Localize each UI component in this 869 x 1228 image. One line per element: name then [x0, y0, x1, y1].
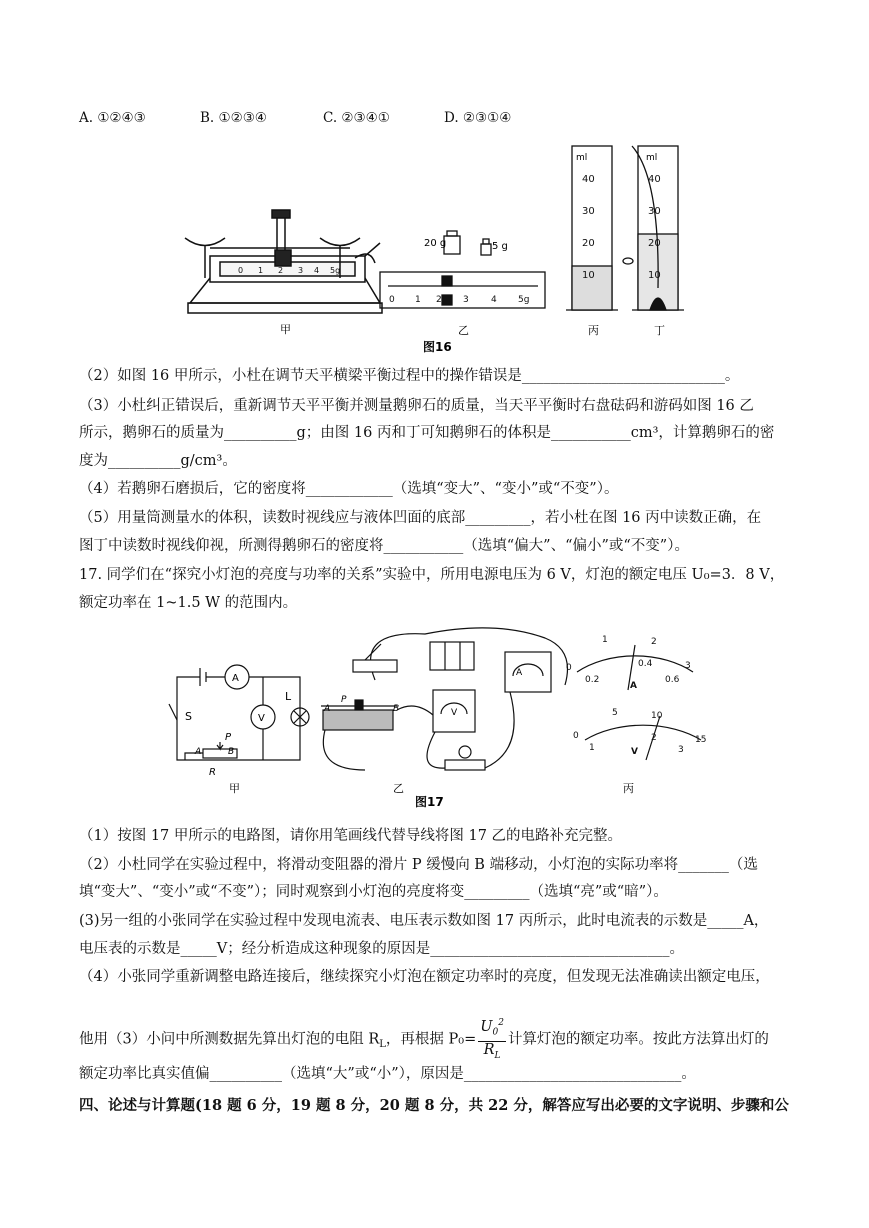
cylinders-illustration — [566, 146, 684, 310]
scale-tick: 2 — [278, 266, 284, 275]
cyl-tick: 40 — [648, 174, 661, 185]
q17-part1: （1）按图 17 甲所示的电路图，请你用笔画线代替导线将图 17 乙的电路补充完整。 — [79, 828, 623, 844]
cyl-tick: 20 — [582, 238, 595, 249]
voltmeter-tick: 0 — [573, 731, 579, 741]
q16-part3-line3: 度为__________g/cm³。 — [79, 453, 237, 469]
rheostat-end-a: A — [324, 704, 331, 714]
rheostat-b-label: B — [228, 747, 235, 757]
ruler-tick: 4 — [491, 295, 497, 305]
q17-part2-line1: （2）小杜同学在实验过程中，将滑动变阻器的滑片 P 缓慢向 B 端移动，小灯泡的实际功率将_______（选 — [79, 857, 758, 873]
figure-17 — [165, 620, 725, 810]
ammeter-symbol: A — [232, 673, 239, 684]
rheostat-end-b: B — [393, 704, 400, 714]
cyl-tick: 30 — [582, 206, 595, 217]
ammeter-tick: 0 — [566, 663, 572, 673]
q16-part3-line1: （3）小杜纠正错误后，重新调节天平平衡并测量鹅卵石的质量，当天平平衡时右盘砝码和游码如图 16 乙 — [79, 398, 754, 414]
meter-v-symbol: V — [451, 708, 458, 718]
switch-label: S — [185, 710, 192, 723]
q17-part3-line2: 电压表的示数是_____V；经分析造成这种现象的原因是_________________________________。 — [79, 941, 684, 957]
fig17-label-bing: 丙 — [623, 782, 634, 795]
ammeter-tick: 0.4 — [638, 659, 653, 669]
weight-20g: 20 g — [424, 238, 447, 249]
scale-tick: 3 — [298, 266, 304, 275]
q17-part4-text-mid: ，再根据 P₀= — [385, 1031, 477, 1048]
q17-part4-line1: （4）小张同学重新调整电路连接后，继续探究小灯泡在额定功率时的亮度，但发现无法准确读出额定电压， — [79, 969, 770, 985]
q17-part4-line2: 他用（3）小问中所测数据先算出灯泡的电阻 $R_L$，再根据 P₀= $\frac{U_0^2}{R_L}$ 计算灯泡的额定功率。按此方法算出灯的 — [79, 1015, 769, 1064]
ruler-tick: 3 — [463, 295, 469, 305]
cyl-tick: 20 — [648, 238, 661, 249]
q16-part2: （2）如图 16 甲所示，小杜在调节天平横梁平衡过程中的操作错误是____________________________。 — [79, 368, 740, 384]
voltmeter-tick: 2 — [651, 733, 657, 743]
cyl-tick: 30 — [648, 206, 661, 217]
option-b: B. ①②③④ — [200, 110, 267, 126]
rheostat-label: R — [209, 767, 216, 778]
meter-a-symbol: A — [516, 668, 523, 678]
cyl-unit: ml — [576, 153, 588, 163]
q17-part4-line3: 额定功率比真实值偏__________（选填“大”或“小”），原因是______________________________。 — [79, 1066, 696, 1082]
ammeter-tick: 0.2 — [585, 675, 600, 685]
q17-part3-line1: (3)另一组的小张同学在实验过程中发现电流表、电压表示数如图 17 丙所示，此时电流表的示数是_____A， — [79, 913, 769, 929]
ruler-tick: 5g — [518, 295, 530, 305]
option-d: D. ②③①④ — [444, 110, 512, 126]
q16-part5-line1: （5）用量筒测量水的体积，读数时视线应与液体凹面的底部_________，若小杜在图 16 丙中读数正确，在 — [79, 510, 762, 526]
voltmeter-tick: 15 — [695, 735, 707, 745]
weight-5g: 5 g — [492, 241, 508, 252]
q17-intro-line2: 额定功率在 1~1.5 W 的范围内。 — [79, 595, 298, 611]
voltmeter-symbol-bing: V — [631, 747, 638, 757]
slider-label: P — [225, 732, 232, 743]
fig17-label-yi: 乙 — [393, 782, 404, 795]
fig16-label-jia: 甲 — [280, 323, 291, 336]
apparatus-illustration — [321, 628, 568, 770]
balance-illustration — [185, 210, 382, 313]
scale-tick: 5g — [330, 266, 341, 275]
ruler-tick: 2 — [436, 295, 442, 305]
fig16-label-bing: 丙 — [588, 324, 599, 337]
section-4-heading: 四、论述与计算题(18 题 6 分，19 题 8 分，20 题 8 分，共 22 分，解答应写出必要的文字说明、步骤和公 — [79, 1097, 789, 1114]
ruler-tick: 1 — [415, 295, 421, 305]
fig16-caption: 图16 — [423, 340, 452, 354]
voltmeter-tick: 1 — [589, 743, 595, 753]
scale-tick: 1 — [258, 266, 264, 275]
weights-illustration — [444, 231, 491, 255]
q17-intro-line1: 17. 同学们在“探究小灯泡的亮度与功率的关系”实验中，所用电源电压为 6 V，灯泡的额定电压 U₀=3．8 V， — [79, 567, 785, 583]
voltmeter-tick: 10 — [651, 711, 663, 721]
q17-part2-line2: 填“变大”、“变小”或“不变”）；同时观察到小灯泡的亮度将变_________（选填“亮”或“暗”）。 — [79, 884, 668, 900]
ruler-tick: 0 — [389, 295, 395, 305]
q17-part4-text-pre: 他用（3）小问中所测数据先算出灯泡的电阻 R — [79, 1031, 380, 1048]
cyl-tick: 10 — [648, 270, 661, 281]
figure-16 — [180, 138, 700, 360]
cyl-tick: 10 — [582, 270, 595, 281]
ammeter-tick: 3 — [685, 661, 691, 671]
ammeter-tick: 0.6 — [665, 675, 680, 685]
option-a: A. ①②④③ — [79, 110, 146, 126]
ammeter-tick: 2 — [651, 637, 657, 647]
power-formula: $\frac{U_0^2}{R_L}$ — [478, 1015, 506, 1064]
fig17-label-jia: 甲 — [229, 782, 240, 795]
fig16-label-ding: 丁 — [654, 324, 665, 337]
ammeter-symbol-bing: A — [630, 681, 637, 691]
ammeter-tick: 1 — [602, 635, 608, 645]
q17-part4-text-post: 计算灯泡的额定功率。按此方法算出灯的 — [507, 1031, 769, 1048]
rheostat-a-label: A — [195, 747, 202, 757]
voltmeter-tick: 5 — [612, 708, 618, 718]
lamp-label: L — [285, 690, 292, 703]
q16-part4: （4）若鹅卵石磨损后，它的密度将____________（选填“变大”、“变小”或“不变”）。 — [79, 481, 619, 497]
q16-part5-line2: 图丁中读数时视线仰视，所测得鹅卵石的密度将___________（选填“偏大”、“偏小”或“不变”）。 — [79, 538, 689, 554]
rheostat-slider: P — [341, 695, 347, 705]
fig16-label-yi: 乙 — [458, 324, 469, 337]
fig17-caption: 图17 — [415, 795, 444, 809]
option-c: C. ②③④① — [323, 110, 390, 126]
cyl-unit: ml — [646, 153, 658, 163]
scale-tick: 0 — [238, 266, 244, 275]
cyl-tick: 40 — [582, 174, 595, 185]
q16-part3-line2: 所示，鹅卵石的质量为__________g；由图 16 丙和丁可知鹅卵石的体积是___________cm³，计算鹅卵石的密 — [79, 425, 775, 441]
voltmeter-tick: 3 — [678, 745, 684, 755]
voltmeter-symbol: V — [258, 713, 265, 724]
scale-tick: 4 — [314, 266, 320, 275]
